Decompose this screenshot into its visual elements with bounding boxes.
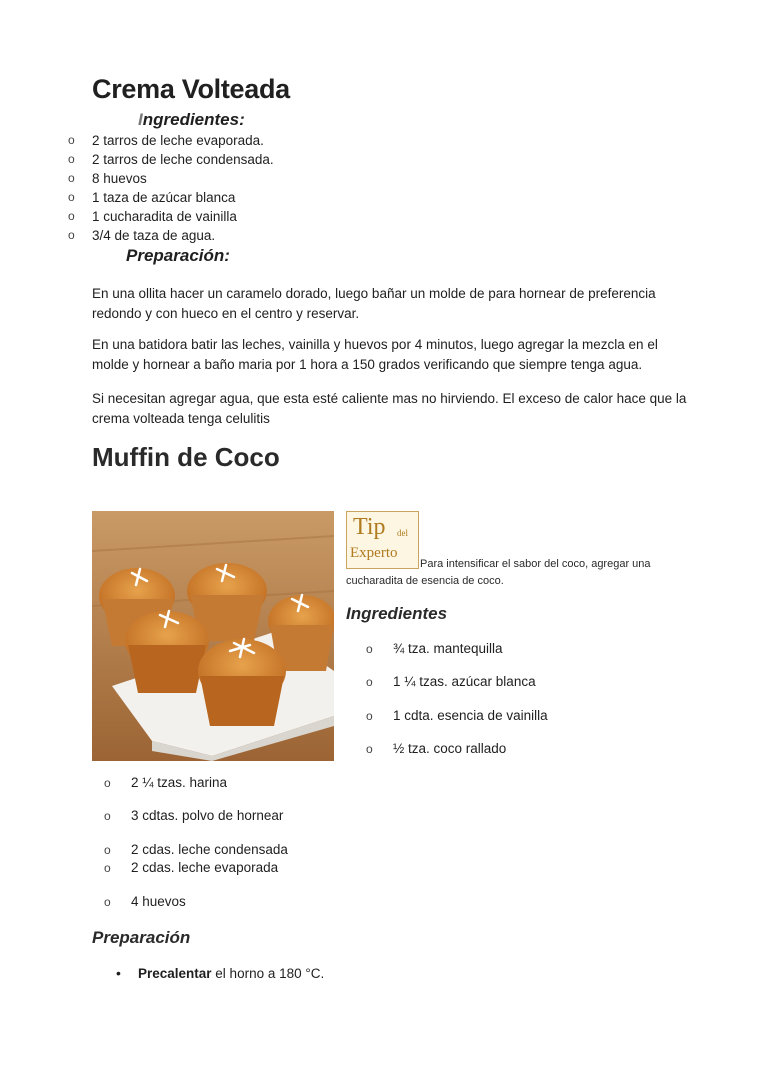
disc-bullet-icon: •	[116, 965, 121, 981]
ingredients-heading-cap: I	[138, 110, 143, 129]
ingredient-text: 3/4 de taza de agua.	[92, 228, 216, 243]
tip-logo-sub: Experto	[350, 545, 398, 561]
list-item	[366, 708, 548, 723]
ingredient-text: ¾ tza. mantequilla	[393, 641, 503, 656]
circle-bullet-icon: o	[68, 171, 75, 185]
circle-bullet-icon: o	[104, 776, 111, 790]
list-item	[68, 150, 274, 169]
ingredient-text: 1 cdta. esencia de vainilla	[393, 708, 548, 723]
list-item	[104, 808, 284, 823]
page-title-muffin: Muffin de Coco	[92, 442, 280, 472]
prep-paragraph-1: En una ollita hacer un caramelo dorado, luego bañar un molde de para hornear de preferencia redondo y con hueco en el centro y reservar.	[92, 286, 656, 321]
list-item	[104, 842, 288, 857]
list-item	[68, 188, 236, 207]
prep-paragraph-2: En una batidora batir las leches, vainilla y huevos por 4 minutos, luego agregar la mezcla en el molde y hornear a baño maria por 1 hora a 150 grados verificando que siempre tenga agua.	[92, 337, 658, 372]
ingredient-text: 2 tarros de leche condensada.	[92, 152, 274, 167]
muffins-photo-icon	[92, 511, 334, 761]
circle-bullet-icon: o	[68, 152, 75, 166]
circle-bullet-icon: o	[68, 228, 75, 242]
list-item	[68, 169, 147, 188]
prep-step-bold: Precalentar	[138, 966, 212, 981]
list-item	[68, 131, 264, 150]
page-title-crema: Crema Volteada	[92, 74, 290, 104]
ingredient-text: 4 huevos	[131, 894, 186, 909]
ingredient-text: 2 ¼ tzas. harina	[131, 775, 228, 790]
prep-heading-1: Preparación:	[126, 246, 230, 265]
circle-bullet-icon: o	[68, 209, 75, 223]
ingredients-heading-rest: ngredientes:	[142, 110, 245, 129]
ingredient-text: 2 cdas. leche evaporada	[131, 860, 279, 875]
ingredient-text: 1 cucharadita de vainilla	[92, 209, 237, 224]
prep-step	[116, 965, 325, 981]
list-item	[68, 226, 216, 245]
list-item	[366, 741, 507, 756]
ingredient-text: 3 cdtas. polvo de hornear	[131, 808, 284, 823]
prep-step-text: el horno a 180 °C.	[211, 966, 325, 981]
list-item	[68, 207, 237, 226]
circle-bullet-icon: o	[68, 133, 75, 147]
circle-bullet-icon: o	[366, 675, 373, 689]
tip-text-line-2: cucharadita de esencia de coco.	[346, 575, 504, 587]
ingredients-heading-1	[138, 110, 245, 130]
ingredient-text: 2 tarros de leche evaporada.	[92, 133, 264, 148]
list-item	[366, 641, 503, 656]
ingredient-text: 1 ¼ tzas. azúcar blanca	[393, 674, 536, 689]
ingredient-text: ½ tza. coco rallado	[393, 741, 507, 756]
circle-bullet-icon: o	[366, 709, 373, 723]
ingredient-text: 1 taza de azúcar blanca	[92, 190, 236, 205]
circle-bullet-icon: o	[366, 642, 373, 656]
circle-bullet-icon: o	[104, 843, 111, 857]
ingredient-text: 8 huevos	[92, 171, 147, 186]
tip-logo-word: Tip	[353, 514, 386, 540]
list-item	[104, 775, 228, 790]
tip-text-line-1: Para intensificar el sabor del coco, agregar una	[420, 558, 651, 570]
ingredients-heading-2: Ingredientes	[346, 604, 448, 623]
circle-bullet-icon: o	[366, 742, 373, 756]
circle-bullet-icon: o	[104, 861, 111, 875]
circle-bullet-icon: o	[104, 895, 111, 909]
prep-paragraph-3: Si necesitan agregar agua, que esta esté caliente mas no hirviendo. El exceso de calor hace que la crema volteada tenga celulitis	[92, 391, 687, 426]
tip-logo-small: del	[397, 528, 408, 538]
tip-del-experto-logo	[346, 511, 419, 569]
ingredient-text: 2 cdas. leche condensada	[131, 842, 288, 857]
list-item	[104, 894, 186, 909]
circle-bullet-icon: o	[104, 809, 111, 823]
prep-heading-2: Preparación	[92, 928, 191, 947]
list-item	[104, 860, 279, 875]
list-item	[366, 674, 536, 689]
circle-bullet-icon: o	[68, 190, 75, 204]
